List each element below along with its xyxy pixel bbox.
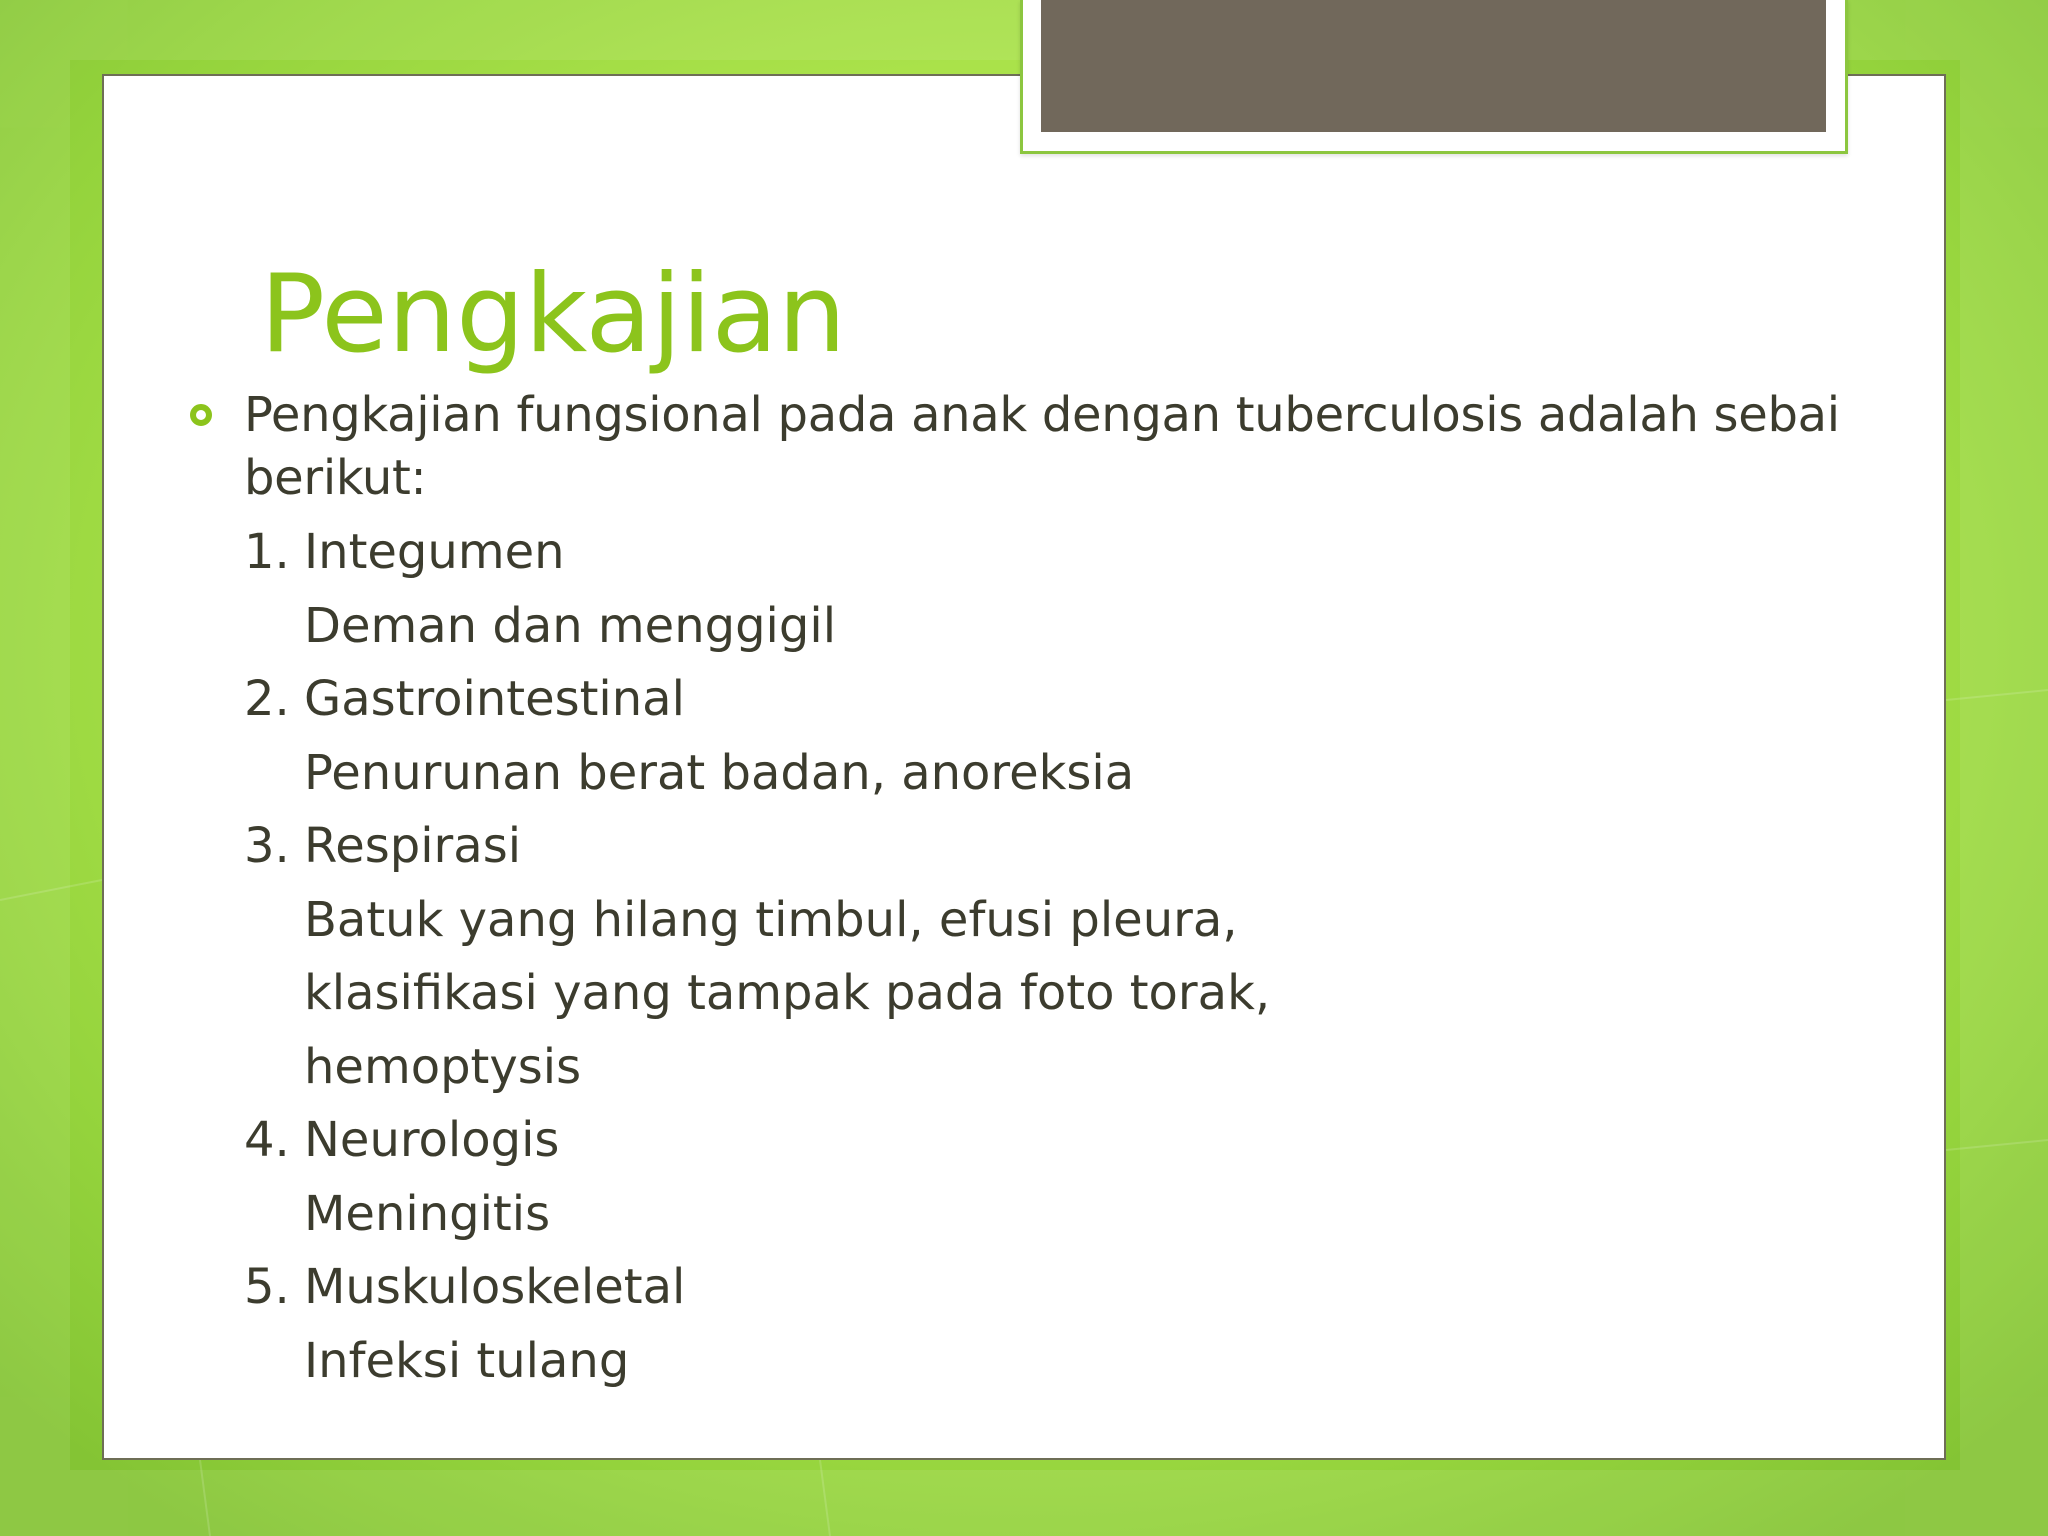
list-item-detail: Infeksi tulang [304,1332,630,1389]
list-item-heading [244,516,1910,590]
slide-body [190,384,1910,1398]
slide-title: Pengkajian [260,252,847,377]
list-item-heading [244,1251,1910,1325]
list-item [244,1104,1910,1251]
bullet-point [190,384,1910,510]
list-item-title: Muskuloskeletal [304,1259,686,1315]
bullet-circle-icon [190,404,212,426]
list-item [244,810,1910,1104]
list-item-detail: Penurunan berat badan, anoreksia [304,744,1135,801]
list-item-detail: Batuk yang hilang timbul, efusi pleura, [304,891,1238,948]
intro-text: Pengkajian fungsional pada anak dengan tuberculosis adalah sebai berikut: [244,387,1840,506]
list-item-title: Neurologis [304,1112,560,1168]
numbered-list [190,516,1910,1398]
list-item-number: 5. [244,1259,290,1315]
list-item-title: Respirasi [304,818,522,874]
list-item-number: 2. [244,671,290,727]
list-item-heading [244,663,1910,737]
list-item-heading [244,810,1910,884]
list-item-detail: klasifikasi yang tampak pada foto torak, [304,965,1271,1021]
list-item [244,1251,1910,1398]
list-item-detail: Meningitis [304,1185,551,1242]
list-item-title: Gastrointestinal [304,671,685,727]
list-item-detail: hemoptysis [304,1038,582,1095]
list-item-number: 1. [244,524,290,580]
list-item-detail: Deman dan menggigil [304,597,837,654]
list-item-title: Integumen [304,524,565,580]
list-item-number: 3. [244,818,290,874]
list-item [244,663,1910,810]
list-item-number: 4. [244,1112,290,1168]
list-item [244,516,1910,663]
list-item-heading [244,1104,1910,1178]
header-tab-block [1041,0,1826,132]
